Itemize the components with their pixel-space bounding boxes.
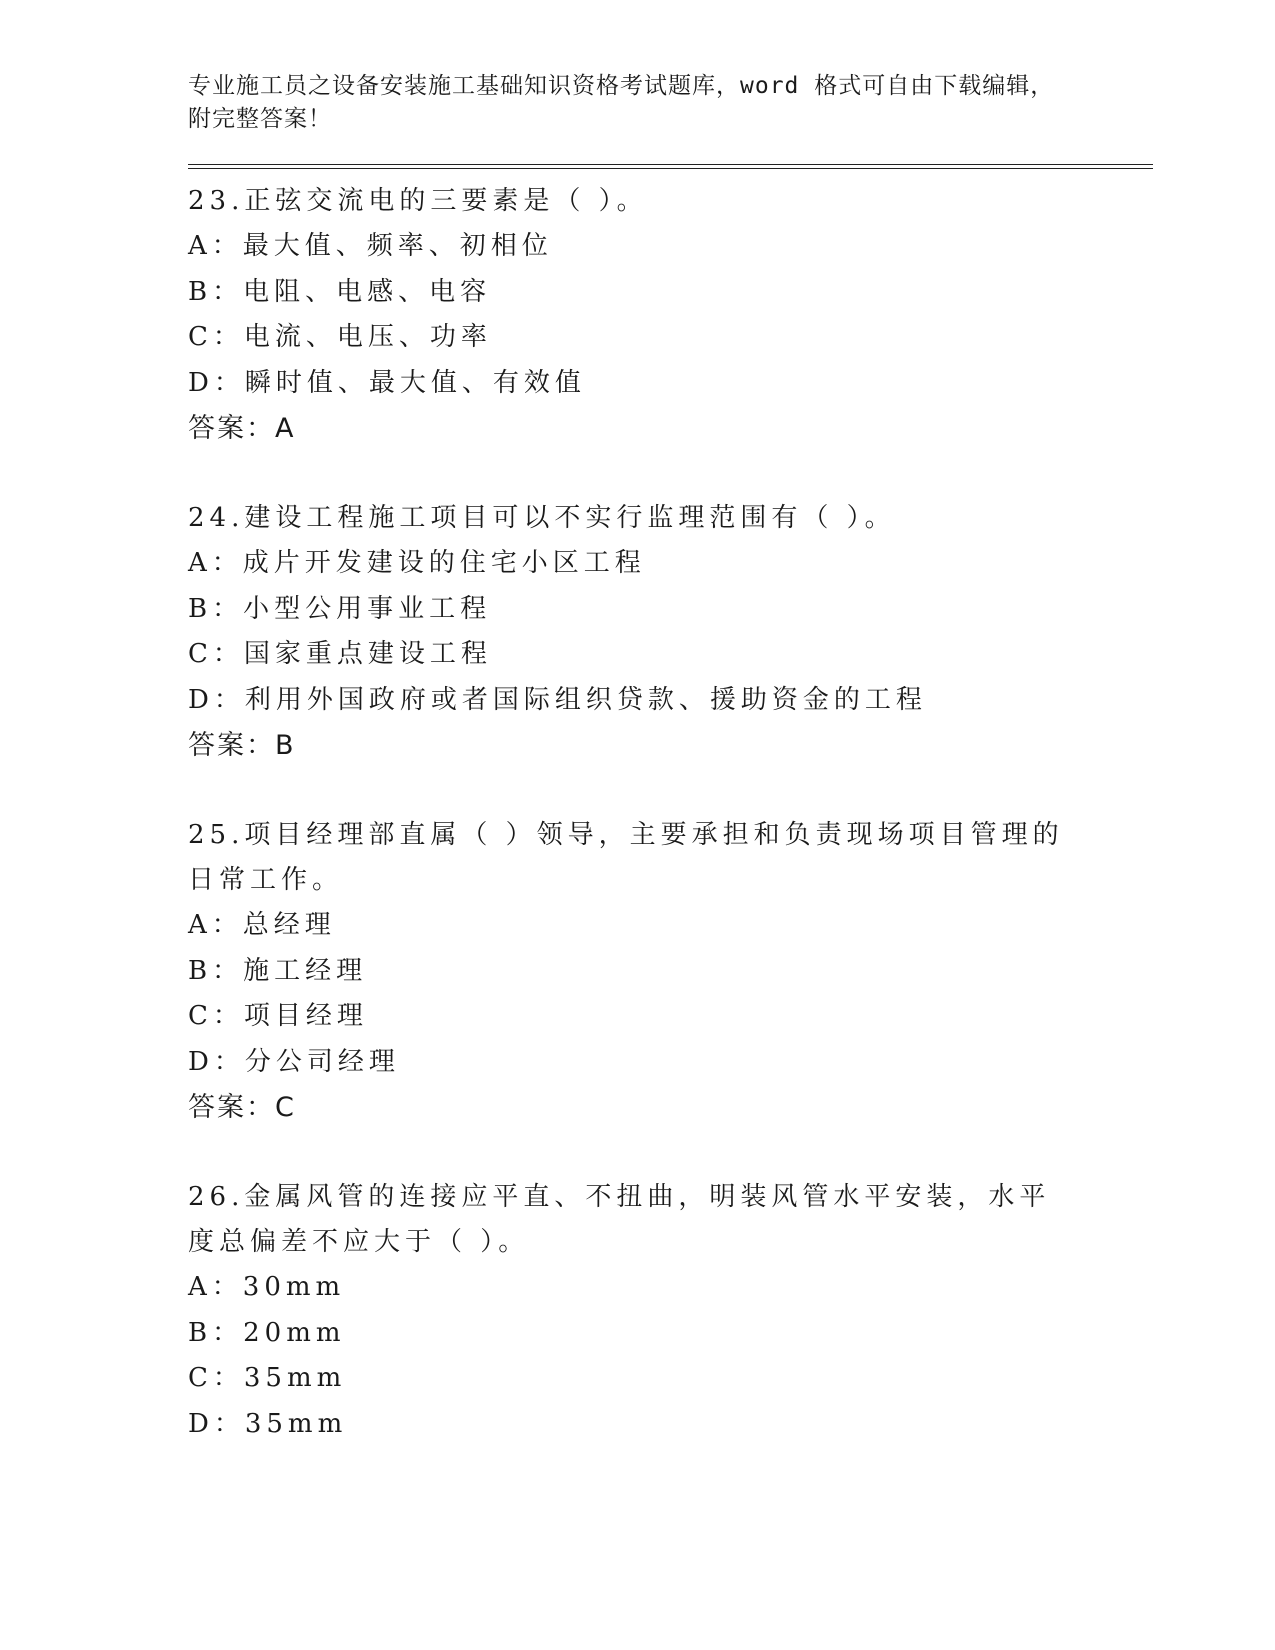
option-d: D：35mm <box>188 1408 348 1439</box>
option-b: B：施工经理 <box>188 955 368 986</box>
option-d: D：利用外国政府或者国际组织贷款、援助资金的工程 <box>188 684 927 715</box>
option-d: D：瞬时值、最大值、有效值 <box>188 367 586 398</box>
document-page <box>188 70 1153 1491</box>
question-stem: 26.金属风管的连接应平直、不扭曲，明装风管水平安装，水平度总偏差不应大于（ ）。 <box>188 1182 1051 1257</box>
option-a: A：30mm <box>188 1272 346 1302</box>
option-c: C：电流、电压、功率 <box>188 322 492 352</box>
option-b: B：电阻、电感、电容 <box>188 276 492 307</box>
question-25 <box>188 813 1153 1131</box>
answer: 答案：C <box>188 1092 296 1123</box>
question-stem: 23.正弦交流电的三要素是（ ）。 <box>188 186 648 216</box>
option-c: C：项目经理 <box>188 1001 368 1031</box>
option-c: C：国家重点建设工程 <box>188 639 492 669</box>
question-23 <box>188 179 1153 452</box>
option-b: B：小型公用事业工程 <box>188 593 492 624</box>
question-stem: 24.建设工程施工项目可以不实行监理范围有（ ）。 <box>188 503 896 533</box>
option-b: B：20mm <box>188 1317 346 1348</box>
option-a: A：总经理 <box>188 910 336 940</box>
question-stem: 25.项目经理部直属（ ）领导，主要承担和负责现场项目管理的日常工作。 <box>188 820 1064 895</box>
option-a: A：成片开发建设的住宅小区工程 <box>188 548 646 578</box>
option-c: C：35mm <box>188 1363 347 1393</box>
answer: 答案：A <box>188 413 296 444</box>
answer: 答案：B <box>188 730 296 761</box>
option-d: D：分公司经理 <box>188 1046 400 1077</box>
option-a: A：最大值、频率、初相位 <box>188 231 553 261</box>
document-header: 专业施工员之设备安装施工基础知识资格考试题库，word 格式可自由下载编辑，附完整答案！ <box>188 73 1055 132</box>
question-24 <box>188 496 1153 769</box>
header-divider <box>188 164 1153 169</box>
question-26 <box>188 1175 1153 1447</box>
question-list <box>188 179 1153 1447</box>
